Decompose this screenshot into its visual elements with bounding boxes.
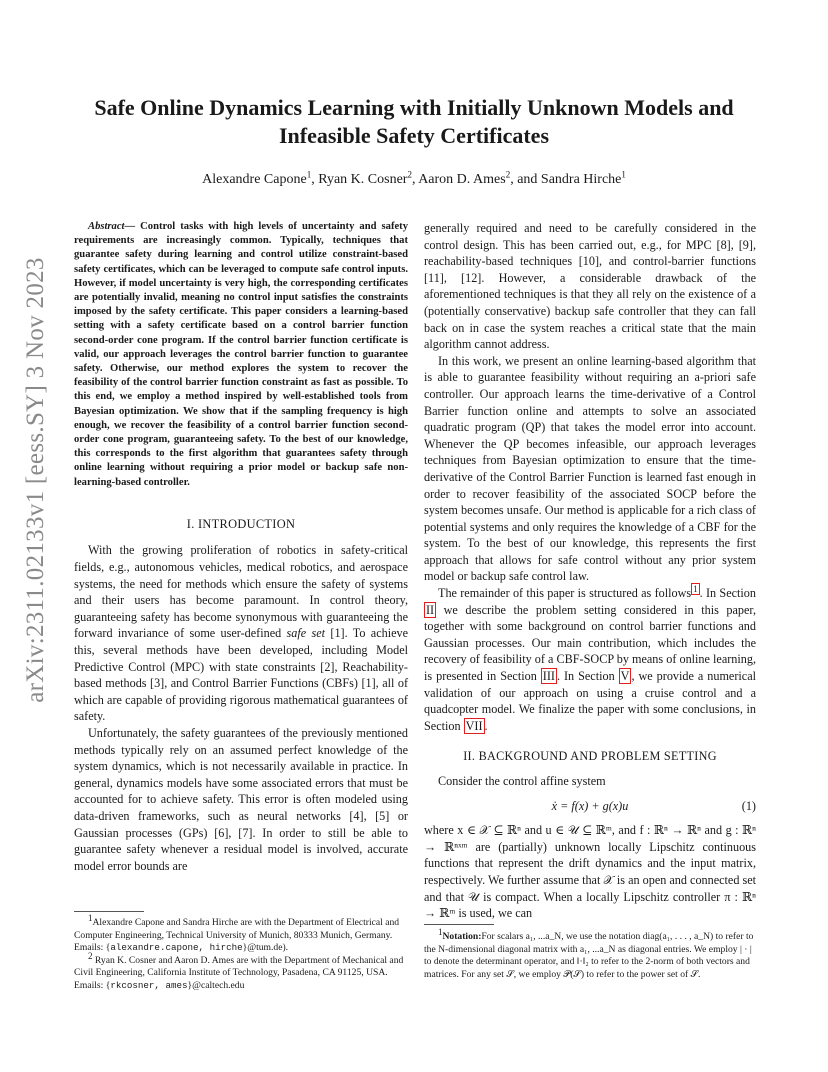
- section-link[interactable]: II: [426, 602, 435, 617]
- right-paragraph-4: where x ∈ 𝒳 ⊆ ℝⁿ and u ∈ 𝒰 ⊆ ℝᵐ, and f : ℝⁿ → ℝⁿ and g : ℝⁿ → ℝⁿˣᵐ are (partially) unknown locally Lipschitz continuous functions that represent the drift dynamics and the input matrix, respectively. We further assume that 𝒳 is an open and connected set and that 𝒰 is compact. When a locally Lipschitz controller π : ℝⁿ → ℝᵐ is used, we can: [424, 823, 757, 921]
- text-run: Alexandre Capone and Sandra Hirche are with the Department of Electrical and Computer Engineering, Technical University of Munich, 80333 Munich, Germany. Emails: {: [74, 917, 400, 954]
- affiliation-mark: 2: [505, 169, 511, 180]
- text-run: Ryan K. Cosner and Aaron D. Ames are with the Department of Mechanical and Civil Engineering, California Institute of Technology, Pasadena, CA 91125, USA. Emails: {: [74, 954, 404, 991]
- text-run: . In Section: [699, 586, 756, 601]
- text-run: With the growing proliferation of robotics in safety-critical fields, e.g., autonomous vehicles, medical robotics, and aerospace systems, the need for methods which ensure the safety of systems and their users has become paramount. In control theory, guaranteeing safety has become synonymous with guaranteeing the forward invariance of some user-defined: [74, 543, 408, 641]
- footnote-mark: 1: [88, 912, 93, 923]
- text-run: we describe the problem setting considered in this paper, together with some background on control barrier functions and Gaussian processes. Our main contribution, which includes the recovery of feasibility of a CBF-SOCP by means of online learning, is presented in Section: [424, 602, 756, 684]
- abstract-label: Abstract: [88, 221, 125, 232]
- email-text: alexandre.capone, hirche: [110, 942, 243, 954]
- footnote-mark: 2: [88, 950, 93, 961]
- footnote-rule: [74, 911, 144, 912]
- right-paragraph-2: [424, 585, 756, 734]
- text-run: The remainder of this paper is structured as follows: [438, 586, 692, 601]
- text-run: [1]. To achieve this, several methods have been developed, including Model Predictive Control (MPC) with state constraints [2], Reachability-based methods [3], and Control Barrier Functions (CBFs) [1], all of which are capable of providing rigorous mathematical guarantees of safety.: [74, 626, 409, 724]
- footnote-rule: [424, 924, 494, 925]
- footnote-notation-text: [424, 926, 756, 981]
- intro-paragraph-2: Unfortunately, the safety guarantees of the previously mentioned methods typically rely on an assumed perfect knowledge of the system dynamics, which is not necessarily available in practice. In general, dynamics models have some associated errors that must be accounted for to achieve safety. This error is often modeled using data-driven frameworks, such as neural networks [4], [5] or Gaussian processes (GPs) [6], [7]. In order to still be able to guarantee safety whenever a residual model is involved, accurate model error bounds are: [74, 725, 408, 873]
- text-run: , we provide a numerical validation of our approach on using a cruise control and a quadcopter model. We finalize the paper with some conclusions, in Section: [424, 669, 756, 733]
- text-run: .: [484, 718, 488, 733]
- footnote-2: [74, 950, 408, 993]
- footnote-mark: 1: [438, 926, 443, 937]
- arxiv-watermark: [16, 257, 56, 703]
- text-run: For scalars a₁, ...a_N, we use the notation diag(a₁, . . . , a_N) to refer to the N-dimensional diagonal matrix with a₁, ...a_N as diagonal entries. We employ | · | to denote the determinant operator, and ‖·‖₂ to refer to the 2-norm of both vectors and matrices. For any set 𝒮, we employ 𝒫(𝒮) to refer to the power set of 𝒮.: [424, 931, 754, 980]
- notation-label: Notation:: [442, 931, 482, 942]
- right-paragraph-1: In this work, we present an online learning-based algorithm that is able to guarantee feasibility without requiring an a-priori safe controller. Our approach learns the time-derivative of a Control Barrier function online and attempts to solve an associated quadratic program (QP) that takes the model error into account. Whenever the QP becomes infeasible, our approach leverages techniques from Bayesian optimization to ensure that the time-derivative of the Control Barrier Function is learned fast enough in order to recover feasibility of the associated SOCP before the system becomes unsafe. Our method is applicable for a rich class of potential systems and only requires the knowledge of a CBF for the system. To the best of our knowledge, this represents the first approach that allows for safe control without any prior system model or backup safe control law.: [424, 353, 756, 584]
- section-link[interactable]: III: [542, 669, 555, 684]
- author-name: Alexandre Capone: [202, 172, 307, 187]
- section-heading-background: II. BACKGROUND AND PROBLEM SETTING: [463, 749, 717, 764]
- author-name: and Sandra Hirche: [517, 172, 622, 187]
- section-link[interactable]: V: [620, 669, 630, 684]
- left-column: [74, 220, 408, 874]
- affiliation-mark: 2: [407, 169, 412, 180]
- equation-body: ẋ = f(x) + g(x)u: [551, 798, 629, 813]
- right-column: [424, 220, 756, 922]
- intro-paragraph-1: [74, 542, 408, 725]
- text-run: }@caltech.edu: [187, 979, 245, 991]
- footnote-link[interactable]: 1: [693, 584, 698, 594]
- right-paragraph-0: generally required and need to be carefully considered in the control design. This has been carried out, e.g., for MPC [8], [9], reachability-based techniques [10], and control-barrier functions [11], [12]. However, a considerable drawback of the aforementioned techniques is that they all rely on the existence of a (potentially conservative) backup safe controller that they can fall back on in case the system reaches a critical state that the main algorithm cannot address.: [424, 221, 756, 352]
- right-paragraph-3: Consider the control affine system: [438, 774, 606, 788]
- affiliation-mark: 1: [621, 169, 626, 180]
- author-name: Aaron D. Ames: [418, 172, 506, 187]
- arxiv-id: arXiv:2311.02133v1 [eess.SY] 3 Nov 2023: [22, 257, 49, 703]
- footnotes-left: [74, 912, 408, 993]
- abstract: [74, 220, 408, 490]
- emphasis-text: safe set: [286, 626, 326, 641]
- affiliation-mark: 1: [306, 169, 312, 180]
- text-run: }@tum.de).: [242, 942, 289, 954]
- footnote-notation: [424, 926, 756, 981]
- section-link[interactable]: VII: [465, 718, 483, 733]
- equation-1: [424, 798, 756, 815]
- author-list: Alexandre Capone$^1$, Ryan K. Cosner$^2$, Aaron D. Ames$^2$, and Sandra Hirche$^1$: [202, 169, 626, 187]
- equation-number: (1): [741, 798, 756, 813]
- paper-title: Safe Online Dynamics Learning with Initially Unknown Models and Infeasible Safety Certificates: [94, 95, 734, 148]
- author-name: Ryan K. Cosner: [318, 172, 408, 187]
- section-heading-introduction: I. INTRODUCTION: [186, 516, 296, 531]
- email-text: rkcosner, ames: [110, 979, 188, 991]
- abstract-text: — Control tasks with high levels of uncertainty and safety requirements are increasingly common. Typically, techniques that guarantee safety during learning and control utilize constraint-based safety certificates, which can be leveraged to compute safe control inputs. However, if model uncertainty is very high, the corresponding certificates are potentially invalid, meaning no control input satisfies the constraints imposed by the safety certificate. This paper considers a learning-based setting with a safety certificate based on a control barrier function second-order cone program. If the control barrier function certificate is valid, our approach leverages the control barrier function to guarantee safety. Otherwise, our method explores the system to recover the feasibility of the control barrier function constraint as fast as possible. To this end, we employ a method inspired by well-established tools from Bayesian optimization. We show that if the sampling frequency is high enough, we recover the feasibility of a control barrier function second-order cone program, guaranteeing safety. To the best of our knowledge, this corresponds to the first algorithm that guarantees safety through online learning without requiring a prior model or backup safe non-learning-based controller.: [74, 221, 408, 488]
- footnote-1: [74, 912, 408, 955]
- text-run: . In Section: [556, 669, 619, 684]
